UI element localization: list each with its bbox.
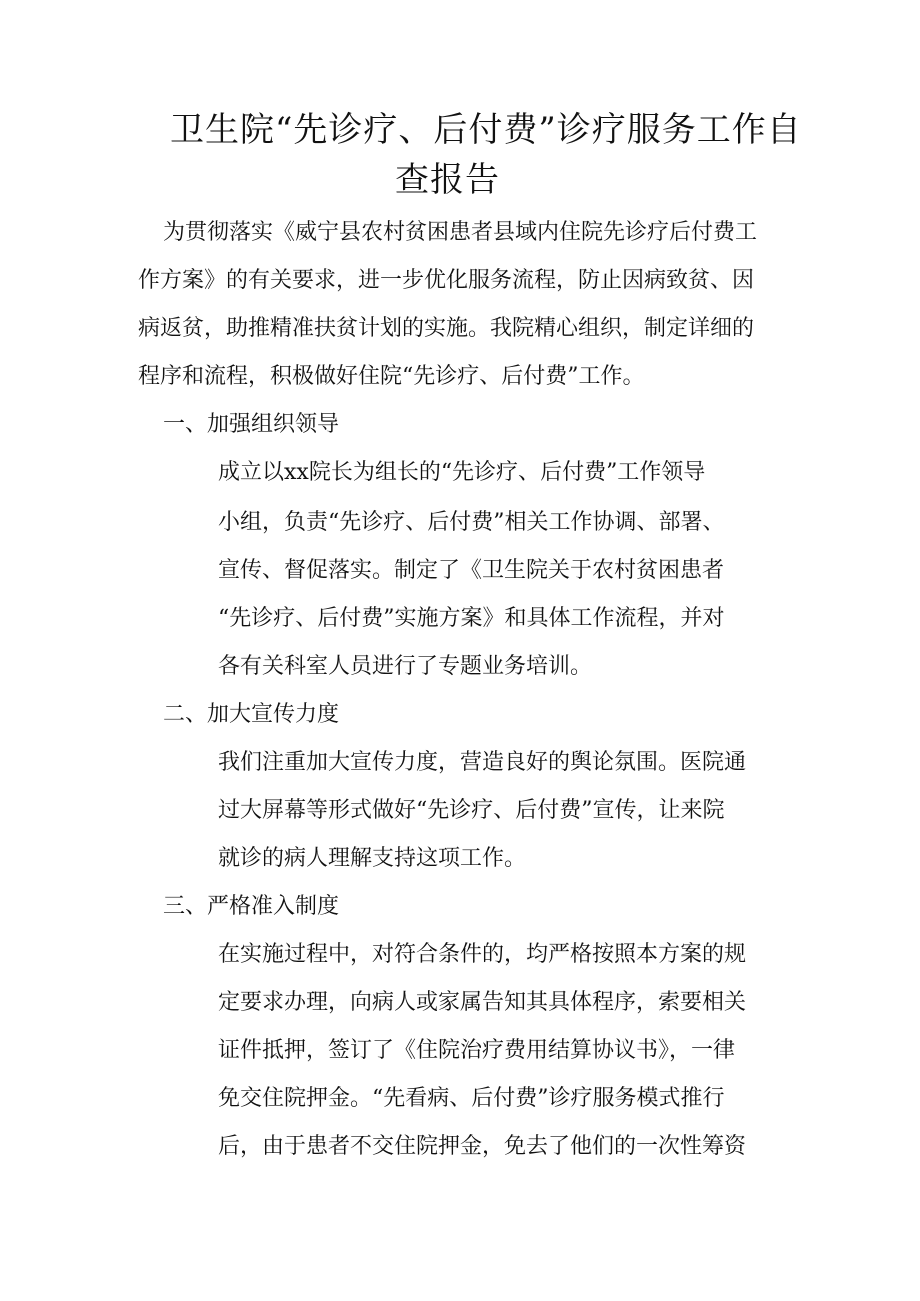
section3-line: 后，由于患者不交住院押金，免去了他们的一次性筹资 [218,1134,747,1159]
section3-line: 证件抵押，签订了《住院治疗费用结算协议书》，一律 [218,1038,736,1063]
intro-line: 程序和流程，积极做好住院“先诊疗、后付费”工作。 [138,364,645,389]
section1-line: 各有关科室人员进行了专题业务培训。 [218,654,593,679]
intro-line: 病返贫，助推精准扶贫计划的实施。我院精心组织，制定详细的 [138,316,755,341]
intro-line: 作方案》的有关要求，进一步优化服务流程，防止因病致贫、因 [138,268,755,293]
section1-line: 宣传、督促落实。制定了《卫生院关于农村贫困患者 [218,558,725,583]
section2-line: 我们注重加大宣传力度，营造良好的舆论氛围。医院通 [218,750,747,775]
intro-line: 为贯彻落实《威宁县农村贫困患者县域内住院先诊疗后付费工 [163,220,758,245]
section-heading-publicity: 二、加大宣传力度 [163,702,340,727]
section-heading-organization: 一、加强组织领导 [163,412,340,437]
document-title-line-2: 查报告 [395,160,500,200]
section1-line: 成立以xx院长为组长的“先诊疗、后付费”工作领导 [218,460,706,485]
section1-line: 小组，负责“先诊疗、后付费”相关工作协调、部署、 [218,510,725,535]
document-title-line-1: 卫生院“先诊疗、后付费”诊疗服务工作自 [170,110,802,150]
section3-line: 在实施过程中，对符合条件的，均严格按照本方案的规 [218,942,747,967]
section2-line: 就诊的病人理解支持这项工作。 [218,846,527,871]
section1-line: “先诊疗、后付费”实施方案》和具体工作流程，并对 [218,606,725,631]
section-heading-admission: 三、严格准入制度 [163,894,340,919]
section2-line: 过大屏幕等形式做好“先诊疗、后付费”宣传，让来院 [218,798,725,823]
section3-line: 定要求办理，向病人或家属告知其具体程序，索要相关 [218,990,747,1015]
section3-line: 免交住院押金。“先看病、后付费”诊疗服务模式推行 [218,1086,725,1111]
